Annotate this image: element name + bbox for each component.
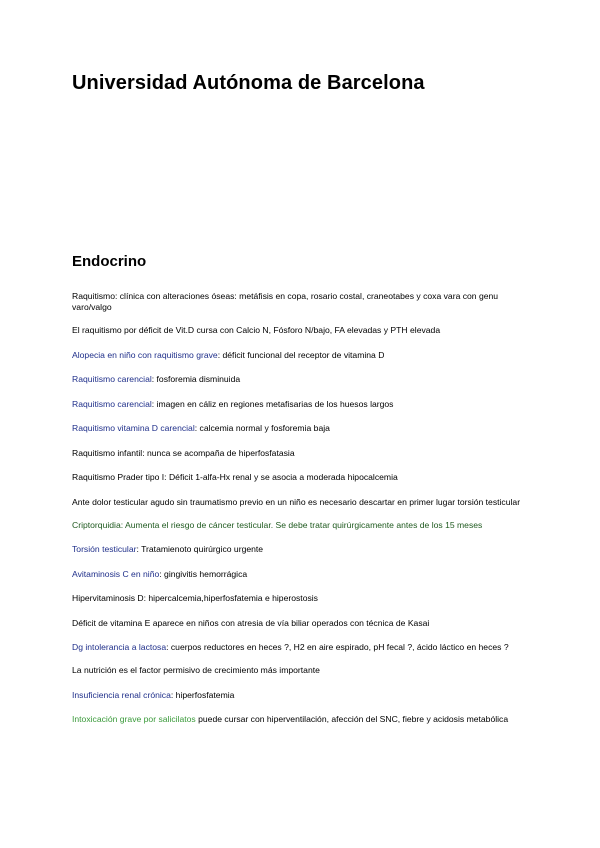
item-text: : gingivitis hemorrágica	[159, 568, 248, 579]
list-item	[72, 593, 532, 604]
list-item	[72, 544, 532, 555]
list-item	[72, 497, 532, 508]
list-item	[72, 448, 532, 459]
item-highlight: Alopecia en niño con raquitismo grave	[72, 349, 218, 360]
list-item	[72, 374, 532, 385]
item-text: Raquitismo Prader tipo I: Déficit 1-alfa-Hx renal y se asocia a moderada hipocalcemia	[72, 472, 398, 482]
item-highlight: Raquitismo carencial	[72, 398, 152, 409]
list-item	[72, 472, 532, 483]
item-text: Raquitismo: clínica con alteraciones óseas: metáfisis en copa, rosario costal, craneotabes y coxa vara con genu varo/valgo	[72, 291, 499, 312]
item-text: : déficit funcional del receptor de vitamina D	[217, 349, 385, 360]
item-text: puede cursar con hiperventilación, afección del SNC, fiebre y acidosis metabólica	[195, 714, 509, 724]
item-text: Ante dolor testicular agudo sin traumatismo previo en un niño es necesario descartar en primer lugar torsión testicular	[72, 496, 521, 507]
list-item	[72, 665, 532, 676]
item-highlight: Raquitismo carencial	[72, 374, 152, 384]
list-item	[72, 520, 532, 531]
list-item	[72, 618, 532, 629]
item-text: : hiperfosfatemia	[170, 689, 235, 700]
item-highlight: Intoxicación grave por salicilatos	[72, 714, 196, 724]
list-item	[72, 325, 532, 336]
item-text: : calcemia normal y fosforemia baja	[194, 423, 330, 433]
list-item	[72, 642, 532, 653]
item-text: Raquitismo infantil: nunca se acompaña de hiperfosfatasia	[72, 447, 295, 458]
list-item	[72, 690, 532, 701]
item-text: La nutrición es el factor permisivo de crecimiento más importante	[72, 665, 320, 675]
list-item	[72, 291, 532, 313]
list-item	[72, 714, 532, 725]
item-highlight: Raquitismo vitamina D carencial	[72, 423, 195, 433]
list-item	[72, 423, 532, 434]
item-text: : imagen en cáliz en regiones metafisarias de los huesos largos	[151, 398, 394, 409]
section-heading: Endocrino	[72, 253, 147, 270]
item-text: El raquitismo por déficit de Vit.D cursa con Calcio N, Fósforo N/bajo, FA elevadas y PTH elevada	[72, 325, 441, 335]
item-text: : cuerpos reductores en heces ?, H2 en aire espirado, pH fecal ?, ácido láctico en heces ?	[166, 642, 509, 652]
item-text: Hipervitaminosis D: hipercalcemia,hiperfosfatemia e hiperostosis	[72, 593, 318, 603]
item-highlight: Torsión testicular	[72, 544, 137, 554]
item-highlight: Criptorquidia: Aumenta el riesgo de cáncer testicular. Se debe tratar quirúrgicamente antes de los 15 meses	[72, 519, 483, 530]
item-highlight: Avitaminosis C en niño	[72, 568, 160, 579]
document-title: Universidad Autónoma de Barcelona	[72, 72, 425, 94]
list-item	[72, 399, 532, 410]
item-text: Déficit de vitamina E aparece en niños con atresia de vía biliar operados con técnica de Kasai	[72, 617, 430, 628]
item-text: : fosforemia disminuida	[151, 374, 241, 384]
notes-list	[72, 291, 532, 739]
item-highlight: Dg intolerancia a lactosa	[72, 642, 167, 652]
list-item	[72, 569, 532, 580]
list-item	[72, 350, 532, 361]
item-highlight: Insuficiencia renal crónica	[72, 689, 171, 700]
item-text: : Tratamienoto quirúrgico urgente	[136, 544, 264, 554]
